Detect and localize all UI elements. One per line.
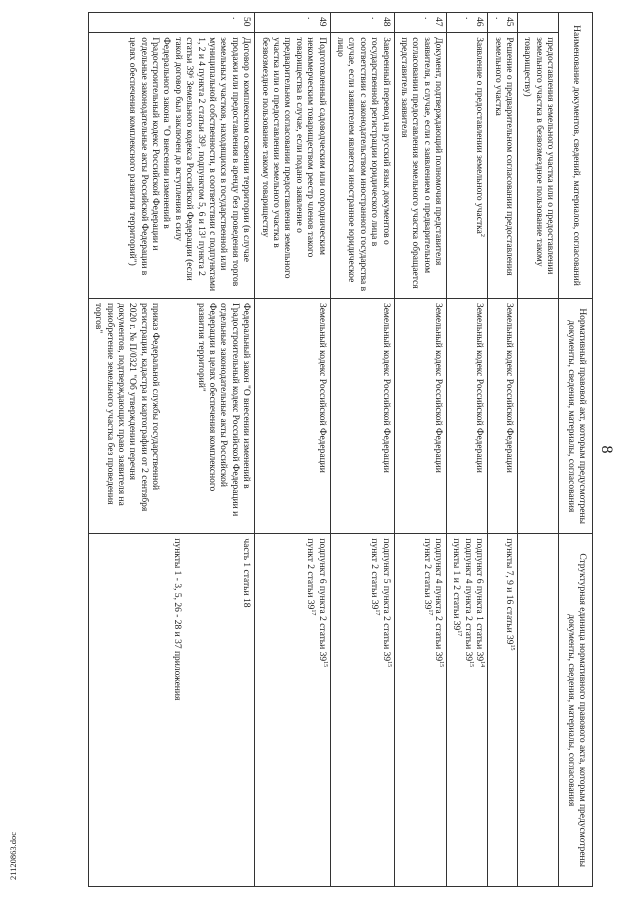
unit-line [304,538,315,882]
cell-unit [255,534,330,887]
unit-sup: 15 [468,661,475,668]
cell-num: 46. [447,13,488,33]
cell-name: предоставления земельного участка или о предоставлении земельного участка в безвозмездное пользование такому товариществу) [518,33,559,299]
unit-line [432,538,443,882]
cell-unit [518,534,559,887]
unit-text: пункт 2 статьи 39 [421,538,432,610]
header-act: Нормативный правовой акт, которым предусмотрены документы, сведения, материалы, согласования [559,298,593,533]
table-row-continuation [518,13,559,887]
cell-name [447,33,488,299]
cell-unit [394,534,447,887]
cell-act [88,298,254,533]
table-header-row [559,13,593,887]
name-text: Заявление о предоставлении земельного участка [474,37,485,234]
cell-act: Земельный кодекс Российской Федерации [488,298,518,533]
unit-text: подпункт 4 пункта 2 статьи 39 [462,538,473,662]
unit-line [420,538,431,882]
footer-doc-id: 21120863.doc [8,831,18,880]
table-row-50 [88,13,254,887]
unit-text: подпункт 6 пункта 2 статьи 39 [316,538,327,662]
unit-text: пункт 2 статьи 39 [369,538,380,610]
cell-num: 48. [330,13,394,33]
unit-line [461,538,475,882]
act-first: Федеральный закон "О внесении изменений в Градостроительный кодекс Российской Федерации и отдельные законодательные акты Российской Федерации в целях обеспечения комплексного развития территорий" [195,302,252,517]
table-row-47 [394,13,447,887]
cell-unit [330,534,394,887]
cell-act [518,298,559,533]
unit-line [450,538,461,882]
cell-name: Решение о предварительном согласовании предоставления земельного участка [488,33,518,299]
unit-line [315,538,326,882]
unit-sup: 17 [310,609,317,616]
unit-sup: 15 [509,644,516,651]
table-row-49 [255,13,330,887]
unit-sup: 15 [385,661,392,668]
documents-table [88,12,593,887]
cell-name: Подготовленный садоводческим или огородническим некоммерческим товариществом реестр членов такого товарищества в случае, если подано заявление о предварительном согласовании предоставления земельного участка или о предоставлении земельного участка в безвозмездное пользование такому товариществу [255,33,330,299]
cell-act: Земельный кодекс Российской Федерации [394,298,447,533]
unit-sup: 17 [374,609,381,616]
unit-sup: 14 [479,661,486,668]
cell-unit [488,534,518,887]
cell-num: 47. [394,13,447,33]
cell-name: Документ, подтверждающий полномочия представителя заявителя, в случае, если с заявлением о предварительном согласовании предоставления земельного участка обращается представитель заявителя [394,33,447,299]
cell-num: 49. [255,13,330,33]
header-name: Наименование документов, сведений, материалов, согласований [559,13,593,299]
unit-text: подпункт 5 пункта 2 статьи 39 [380,538,391,662]
cell-unit [447,534,488,887]
cell-act: Земельный кодекс Российской Федерации [330,298,394,533]
table-row-45 [488,13,518,887]
cell-act: Земельный кодекс Российской Федерации [255,298,330,533]
unit-text: пункт 2 статьи 39 [305,538,316,610]
unit-line [379,538,390,882]
rotated-page [37,12,627,887]
unit-first: часть 1 статьи 18 [241,538,252,608]
table-row-46 [447,13,488,887]
table-row-48 [330,13,394,887]
cell-num: 45. [488,13,518,33]
unit-line [473,538,484,882]
name-sup: 2 [479,233,486,237]
unit-sup: 15 [321,661,328,668]
unit-text: подпункт 4 пункта 2 статьи 39 [433,538,444,662]
cell-act: Земельный кодекс Российской Федерации [447,298,488,533]
unit-text: подпункт 6 пункта 1 статьи 39 [474,538,485,662]
act-second: приказ Федеральной службы государственной регистрации, кадастра и картографии от 2 сентября 2020 г. № П/0321 "Об утверждении перечня документов, подтверждающих право заявителя на приобретение земельного участка без проведения торгов" [93,302,161,512]
cell-unit [88,534,254,887]
unit-line [368,538,379,882]
cell-num: 50. [88,13,254,33]
cell-name: Договор о комплексном освоении территории (в случае продажи или предоставления в аренду без проведения торгов земельных участков, находящихся в государственной или муниципальной собственности, в соответствии с подпунктами 1, 2 и 4 пункта 2 статьи 39³, подпунктом 5, 6 и 13¹ пункта 2 статьи 39⁶ Земельного кодекса Российской Федерации (если такой договор был заключен до вступления в силу Федерального закона "О внесении изменений в Градостроительный кодекс Российской Федерации и отдельные законодательные акты Российской Федерации в целях обеспечения комплексного развития территорий") [88,33,254,299]
cell-name: Заверенный перевод на русский язык документов о государственной регистрации юридического лица в соответствии с законодательством иностранного государства в случае, если заявителем является иностранное юридическое лицо [330,33,394,299]
unit-sup: 17 [456,630,463,637]
unit-second: пункты 1 - 3, 5, 26 - 28 и 37 приложения [171,538,182,701]
cell-num [518,13,559,33]
page-number: 8 [598,445,615,454]
unit-text: пункты 7, 9 и 16 статьи 39 [504,538,515,645]
header-unit: Структурная единица нормативного правового акта, которым предусмотрены документы, сведения, материалы, согласования [559,534,593,887]
unit-sup: 17 [426,609,433,616]
unit-sup: 15 [438,661,445,668]
unit-text: пункты 1 и 2 статьи 39 [451,538,462,631]
